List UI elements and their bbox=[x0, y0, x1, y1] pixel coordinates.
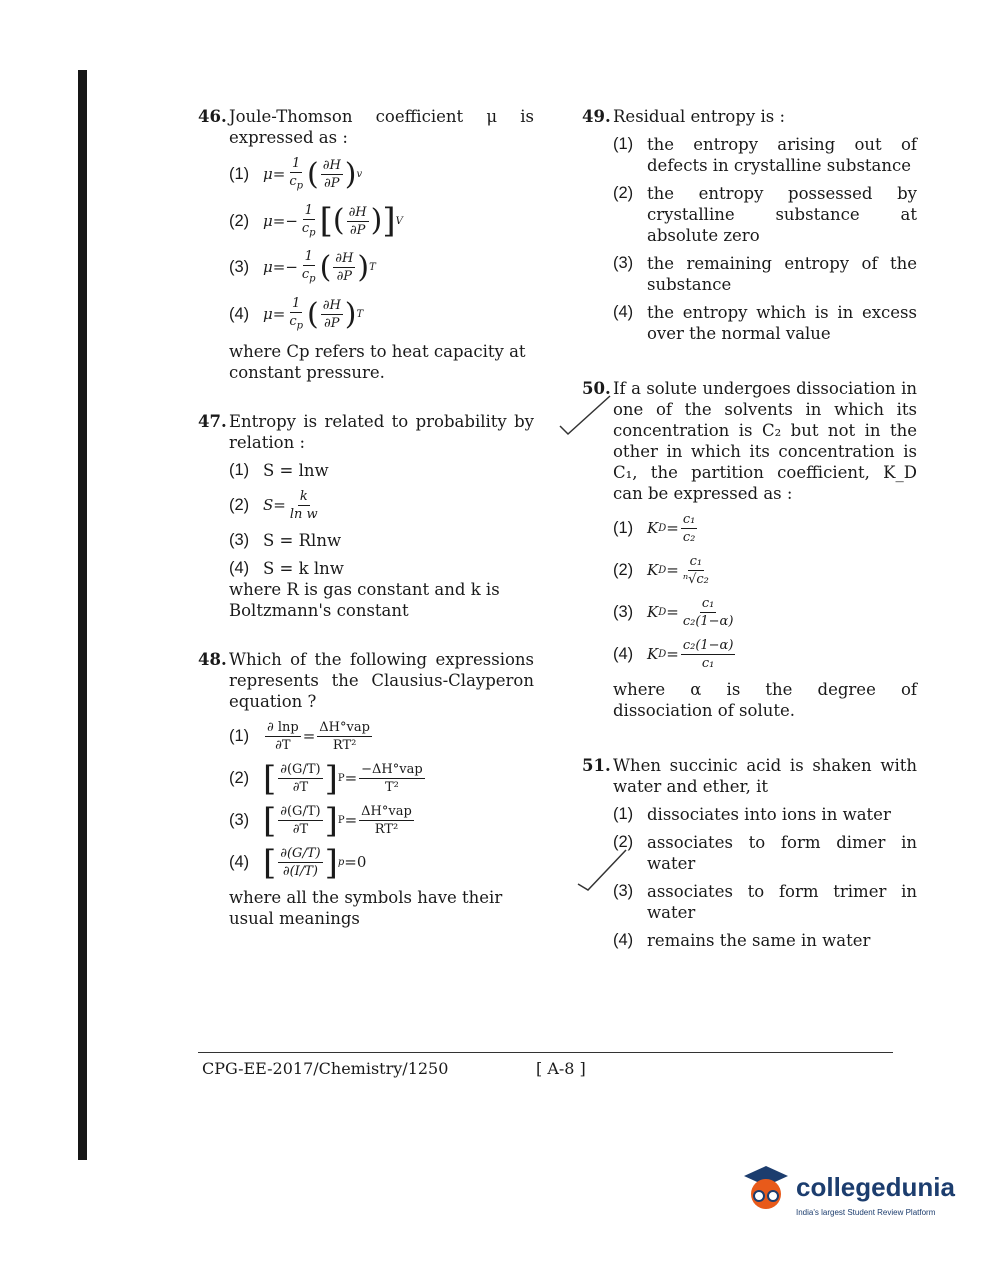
question-note: where α is the degree of dissociation of solute. bbox=[613, 680, 917, 720]
option-1: (1) the entropy arising out of defects in crystalline substance bbox=[613, 135, 917, 175]
collegedunia-logo bbox=[738, 1162, 963, 1224]
option-4: (4) S = k lnw bbox=[229, 559, 344, 579]
question-text: When succinic acid is shaken with water and ether, it bbox=[613, 756, 917, 796]
option-2: (2) the entropy possessed by crystalline substance at absolute zero bbox=[613, 184, 917, 245]
paper-code: CPG-EE-2017/Chemistry/1250 bbox=[202, 1059, 449, 1078]
option-3: (3) the remaining entropy of the substance bbox=[613, 254, 917, 294]
tick-mark-icon bbox=[556, 392, 616, 442]
question-48 bbox=[198, 649, 534, 929]
option-4: (4) μ= $\frac{1}{c_p}$ ( $\frac{\partial H}{\partial P}$ ) T bbox=[229, 295, 364, 332]
question-note: where R is gas constant and k is Boltzmann's constant bbox=[229, 580, 500, 621]
option-4: (4) [ $\frac{\partial(G/T)}{\partial(I/T)}$ ] p =0 bbox=[229, 842, 367, 883]
option-1: (1) μ= $\frac{1}{c_p}$ ( $\frac{\partial H}{\partial P}$ ) v bbox=[229, 156, 363, 192]
question-number: 47. bbox=[198, 412, 227, 432]
brand-tagline: India's largest Student Review Platform bbox=[796, 1208, 936, 1217]
question-text: Joule-Thomson coefficient μ is expressed as : bbox=[229, 107, 534, 147]
option-4: (4) the entropy which is in excess over the normal value bbox=[613, 303, 917, 343]
question-number: 48. bbox=[198, 650, 227, 670]
option-2: (2) S= $\frac{k}{\text{ln w}}$ bbox=[229, 489, 318, 523]
question-number: 49. bbox=[582, 107, 611, 126]
option-3: (3) S = Rlnw bbox=[229, 531, 342, 551]
question-46 bbox=[198, 106, 534, 383]
option-1: (1) $\frac{\partial \ln p}{\partial T}$ = $\frac{\text{ΔH°vap}}{\text{RT²}}$ bbox=[229, 720, 370, 754]
scan-edge bbox=[78, 70, 87, 1160]
option-4: (4) remains the same in water bbox=[613, 931, 871, 950]
tick-mark-icon bbox=[574, 846, 634, 896]
left-column bbox=[198, 106, 534, 947]
question-text: If a solute undergoes dissociation in one of the solvents in which its concentration is C₂ but not in the other in which its concentration is C₁, the partition coefficient, K_D can be expressed as : bbox=[613, 379, 917, 503]
student-mascot-icon bbox=[738, 1162, 794, 1222]
option-3: (3) μ=− $\frac{1}{c_p}$ ( $\frac{\partial H}{\partial P}$ ) T bbox=[229, 249, 376, 285]
option-2: (2) [ $\frac{\partial(G/T)}{\partial T}$ ] P = $\frac{\text{−ΔH°vap}}{\text{T²}}$ bbox=[229, 758, 423, 799]
option-2: (2) μ=− $\frac{1}{c_p}$ [ ( $\frac{\partial H}{\partial P}$ ) ] V bbox=[229, 201, 403, 242]
question-number: 50. bbox=[582, 379, 611, 398]
question-text: Residual entropy is : bbox=[613, 107, 786, 126]
question-text: Which of the following expressions represents the Clausius-Clayperon equation ? bbox=[229, 650, 534, 712]
question-text: Entropy is related to probability by relation : bbox=[229, 412, 534, 453]
brand-name: collegedunia bbox=[796, 1172, 955, 1202]
option-3: (3) associates to form trimer in water bbox=[613, 882, 917, 922]
page-number: [ A-8 ] bbox=[536, 1059, 586, 1078]
option-1: (1) dissociates into ions in water bbox=[613, 805, 891, 824]
option-3: (3) K D = $\frac{\text{c₁}}{\text{c₂(1−α)}}$ bbox=[613, 596, 734, 629]
option-4: (4) K D = $\frac{\text{c₂(1−α)}}{\text{c₁}}$ bbox=[613, 638, 734, 671]
option-2: (2) K D = $\frac{\text{c₁}}{\text{ⁿ√c₂}}$ bbox=[613, 554, 709, 587]
page-footer bbox=[198, 1052, 893, 1078]
question-note: where all the symbols have their usual meanings bbox=[229, 888, 503, 929]
question-50 bbox=[582, 378, 917, 721]
question-number: 51. bbox=[582, 756, 611, 775]
question-47 bbox=[198, 411, 534, 621]
option-1: (1) K D = $\frac{\text{c₁}}{\text{c₂}}$ bbox=[613, 512, 696, 545]
option-1: (1) S = lnw bbox=[229, 461, 329, 481]
question-note: where Cp refers to heat capacity at constant pressure. bbox=[229, 342, 526, 383]
option-2: (2) associates to form dimer in water bbox=[613, 833, 917, 873]
question-number: 46. bbox=[198, 107, 227, 126]
right-column bbox=[582, 106, 917, 969]
question-49 bbox=[582, 106, 917, 344]
option-3: (3) [ $\frac{\partial(G/T)}{\partial T}$ ] P = $\frac{\text{ΔH°vap}}{\text{RT²}}$ bbox=[229, 800, 412, 841]
